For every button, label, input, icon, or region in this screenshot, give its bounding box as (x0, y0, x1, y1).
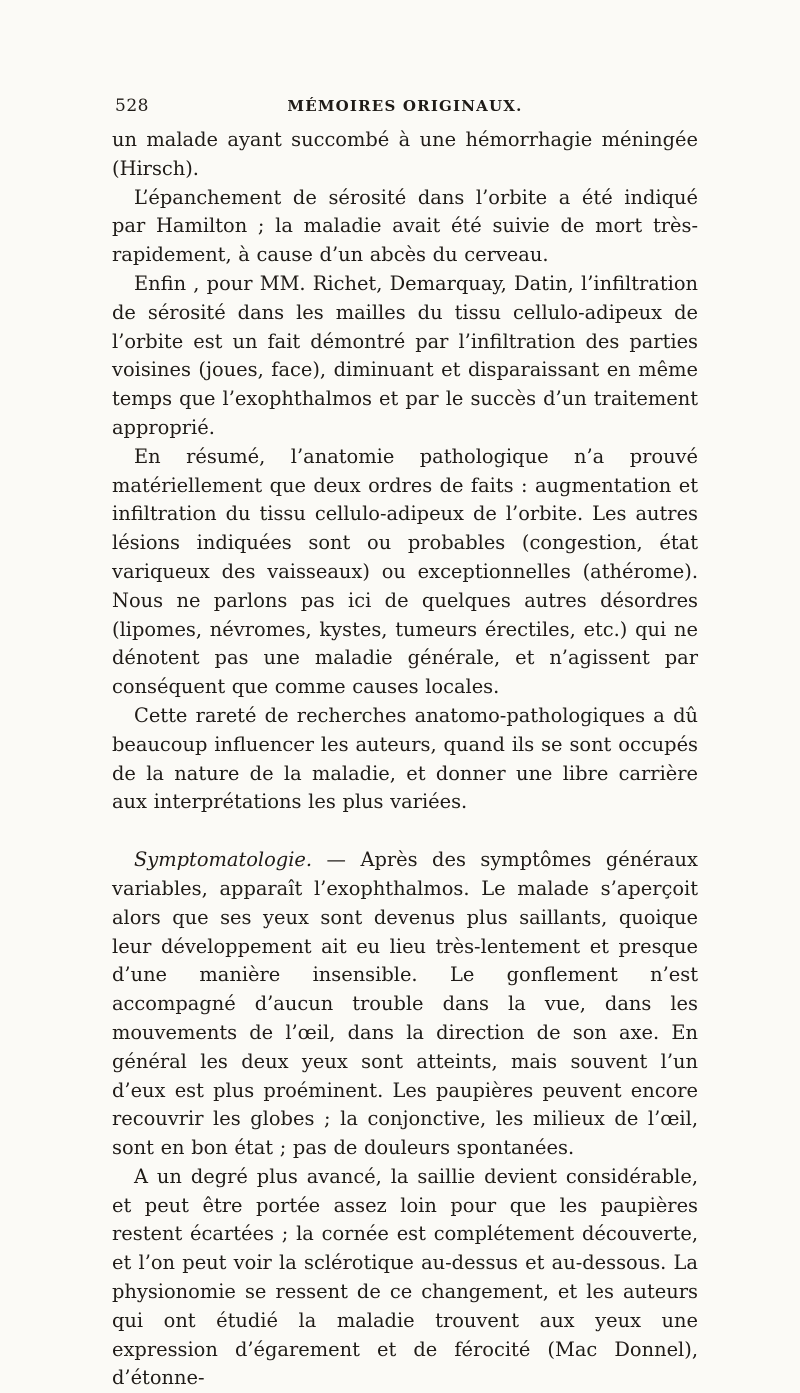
paragraph-symptomatologie (112, 846, 698, 1163)
page-number: 528 (115, 96, 149, 116)
running-head (112, 96, 698, 126)
section-body: — Après des symptômes généraux variables, apparaît l’exophthalmos. Le malade s’aperçoit alors que ses yeux sont devenus plus saillants, quoique leur développement ait eu lieu très-lentement et presque d’une manière insensible. Le gonflement n’est accompagné d’aucun trouble dans la vue, dans les mouvements de l’œil, dans la direction de son axe. En général les deux yeux sont atteints, mais souvent l’un d’eux est plus proéminent. Les paupières peuvent encore recouvrir les globes ; la conjonctive, les milieux de l’œil, sont en bon état ; pas de douleurs spontanées. (112, 848, 698, 1160)
paragraph-rarete: Cette rareté de recherches anatomo-pathologiques a dû beaucoup influencer les auteurs, quand ils se sont occupés de la nature de la maladie, et donner une libre carrière aux interprétations les plus variées. (112, 703, 698, 814)
section-gap (112, 817, 698, 846)
running-title: MÉMOIRES ORIGINAUX. (287, 97, 523, 115)
section-title: Symptomatologie. (134, 848, 313, 872)
paragraph-continued: un malade ayant succombé à une hémorrhagie méningée (Hirsch). (112, 128, 698, 180)
paragraph-resume: En résumé, l’anatomie pathologique n’a prouvé matériellement que deux ordres de faits : augmentation et infiltration du tissu cellulo-adipeux de l’orbite. Les autres lésions indiquées sont ou probables (congestion, état variqueux des vaisseaux) ou exceptionnelles (athérome). Nous ne parlons pas ici de quelques autres désordres (lipomes, névromes, kystes, tumeurs érectiles, etc.) qui ne dénotent pas une maladie générale, et n’agissent par conséquent que comme causes locales. (112, 444, 698, 699)
book-page (112, 96, 698, 1393)
paragraph-degre-avance: A un degré plus avancé, la saillie devient considérable, et peut être portée assez loin pour que les paupières restent écartées ; la cornée est complétement découverte, et l’on peut voir la sclérotique au-dessus et au-dessous. La physionomie se ressent de ce changement, et les auteurs qui ont étudié la maladie trouvent aux yeux une expression d’égarement et de férocité (Mac Donnel), d’étonne- (112, 1164, 698, 1390)
paragraph-hamilton: L’épanchement de sérosité dans l’orbite a été indiqué par Hamilton ; la maladie avait été suivie de mort très-rapidement, à cause d’un abcès du cerveau. (112, 185, 698, 267)
paragraph-richet: Enfin , pour MM. Richet, Demarquay, Datin, l’infiltration de sérosité dans les mailles du tissu cellulo-adipeux de l’orbite est un fait démontré par l’infiltration des parties voisines (joues, face), diminuant et disparaissant en même temps que l’exophthalmos et par le succès d’un traitement approprié. (112, 271, 698, 439)
